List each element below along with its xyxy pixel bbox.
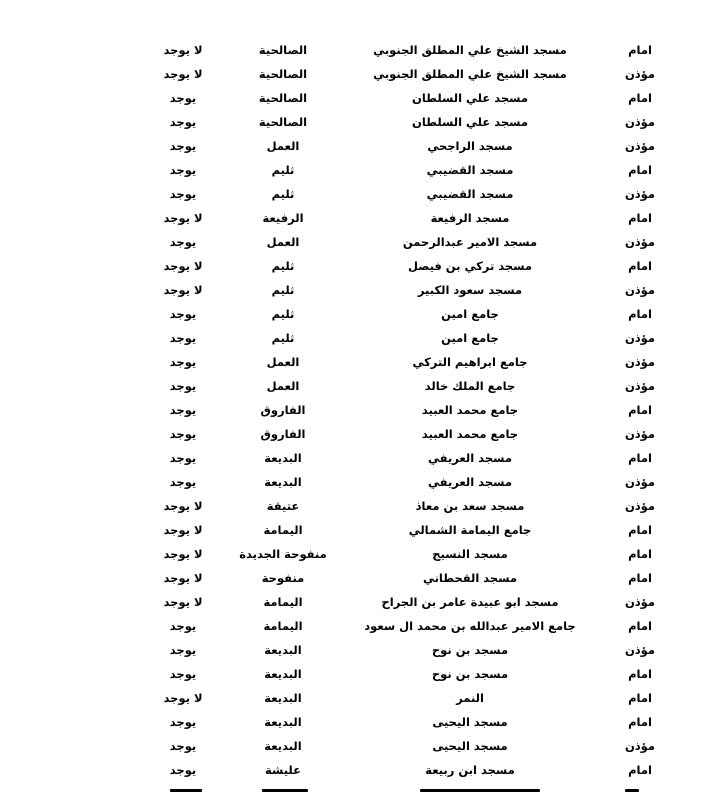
list-item bbox=[0, 686, 715, 710]
cropped-text-fragment bbox=[262, 789, 308, 792]
role-cell: مؤذن bbox=[624, 139, 656, 153]
list-item bbox=[0, 398, 715, 422]
list-item bbox=[0, 422, 715, 446]
list-item bbox=[0, 518, 715, 542]
list-item bbox=[0, 326, 715, 350]
mosque-name-cell: جامع محمد العبيد bbox=[421, 403, 519, 417]
status-cell: يوجد bbox=[169, 403, 197, 417]
mosque-name-cell: مسجد علي السلطان bbox=[412, 115, 528, 129]
role-cell: امام bbox=[628, 763, 652, 777]
role-cell: مؤذن bbox=[624, 475, 656, 489]
status-cell: لا يوجد bbox=[163, 259, 203, 273]
status-cell: يوجد bbox=[169, 451, 197, 465]
role-cell: مؤذن bbox=[624, 115, 656, 129]
list-item bbox=[0, 758, 715, 782]
role-cell: امام bbox=[628, 307, 652, 321]
status-cell: لا يوجد bbox=[163, 595, 203, 609]
district-cell: البديعة bbox=[264, 643, 302, 657]
status-cell: يوجد bbox=[169, 355, 197, 369]
mosque-name-cell: مسجد سعود الكبير bbox=[417, 283, 523, 297]
list-item bbox=[0, 206, 715, 230]
district-cell: العمل bbox=[266, 235, 300, 249]
district-cell: العمل bbox=[266, 379, 300, 393]
list-item bbox=[0, 110, 715, 134]
mosque-name-cell: مسجد النسيج bbox=[432, 547, 508, 561]
list-item bbox=[0, 542, 715, 566]
district-cell: ثليم bbox=[271, 163, 295, 177]
list-item bbox=[0, 230, 715, 254]
role-cell: امام bbox=[628, 619, 652, 633]
district-cell: ثليم bbox=[271, 307, 295, 321]
list-item bbox=[0, 590, 715, 614]
status-cell: لا يوجد bbox=[163, 547, 203, 561]
role-cell: امام bbox=[628, 43, 652, 57]
role-cell: مؤذن bbox=[624, 427, 656, 441]
mosque-name-cell: مسجد العريفي bbox=[428, 451, 512, 465]
cropped-text-fragment bbox=[625, 789, 639, 792]
list-item bbox=[0, 278, 715, 302]
mosque-name-cell: جامع محمد العبيد bbox=[421, 427, 519, 441]
list-item bbox=[0, 350, 715, 374]
cropped-text-fragment bbox=[420, 789, 540, 792]
role-cell: امام bbox=[628, 163, 652, 177]
status-cell: يوجد bbox=[169, 643, 197, 657]
role-cell: مؤذن bbox=[624, 355, 656, 369]
district-cell: البديعة bbox=[264, 739, 302, 753]
list-item bbox=[0, 470, 715, 494]
role-cell: مؤذن bbox=[624, 67, 656, 81]
status-cell: لا يوجد bbox=[163, 283, 203, 297]
cropped-partial-row bbox=[0, 783, 715, 795]
district-cell: اليمامة bbox=[263, 619, 303, 633]
mosque-name-cell: جامع الامير عبدالله بن محمد ال سعود bbox=[364, 619, 576, 633]
role-cell: مؤذن bbox=[624, 331, 656, 345]
mosque-name-cell: جامع ابراهيم التركي bbox=[412, 355, 528, 369]
status-cell: يوجد bbox=[169, 91, 197, 105]
role-cell: مؤذن bbox=[624, 283, 656, 297]
district-cell: العمل bbox=[266, 139, 300, 153]
status-cell: يوجد bbox=[169, 427, 197, 441]
status-cell: لا يوجد bbox=[163, 691, 203, 705]
district-cell: ثليم bbox=[271, 259, 295, 273]
status-cell: يوجد bbox=[169, 139, 197, 153]
role-cell: امام bbox=[628, 91, 652, 105]
mosque-name-cell: جامع الملك خالد bbox=[424, 379, 516, 393]
mosque-name-cell: مسجد سعد بن معاذ bbox=[415, 499, 525, 513]
status-cell: لا يوجد bbox=[163, 43, 203, 57]
list-item bbox=[0, 638, 715, 662]
list-item bbox=[0, 302, 715, 326]
list-item bbox=[0, 38, 715, 62]
role-cell: امام bbox=[628, 451, 652, 465]
status-cell: يوجد bbox=[169, 475, 197, 489]
district-cell: الصالحية bbox=[258, 43, 308, 57]
list-item bbox=[0, 86, 715, 110]
mosque-name-cell: مسجد القضيبي bbox=[426, 163, 514, 177]
list-item bbox=[0, 494, 715, 518]
status-cell: لا يوجد bbox=[163, 67, 203, 81]
role-cell: امام bbox=[628, 523, 652, 537]
mosque-name-cell: مسجد علي السلطان bbox=[412, 91, 528, 105]
mosque-name-cell: مسجد القحطاني bbox=[422, 571, 518, 585]
mosque-name-cell: مسجد الشيخ علي المطلق الجنوبي bbox=[373, 67, 567, 81]
mosque-name-cell: مسجد الراجحي bbox=[427, 139, 513, 153]
mosque-name-cell: جامع امين bbox=[441, 307, 499, 321]
district-cell: الرفيعة bbox=[262, 211, 304, 225]
status-cell: يوجد bbox=[169, 235, 197, 249]
status-cell: يوجد bbox=[169, 667, 197, 681]
district-cell: الصالحية bbox=[258, 67, 308, 81]
status-cell: لا يوجد bbox=[163, 211, 203, 225]
mosque-name-cell: مسجد اليحيى bbox=[432, 739, 508, 753]
role-cell: مؤذن bbox=[624, 379, 656, 393]
district-cell: الصالحية bbox=[258, 91, 308, 105]
status-cell: يوجد bbox=[169, 619, 197, 633]
list-item bbox=[0, 374, 715, 398]
district-cell: العمل bbox=[266, 355, 300, 369]
list-item bbox=[0, 566, 715, 590]
mosque-name-cell: مسجد القضيبي bbox=[426, 187, 514, 201]
status-cell: يوجد bbox=[169, 739, 197, 753]
status-cell: يوجد bbox=[169, 715, 197, 729]
mosque-name-cell: النمر bbox=[456, 691, 484, 705]
mosque-name-cell: مسجد الشيخ علي المطلق الجنوبي bbox=[373, 43, 567, 57]
role-cell: امام bbox=[628, 403, 652, 417]
list-item bbox=[0, 134, 715, 158]
district-cell: البديعة bbox=[264, 475, 302, 489]
role-cell: امام bbox=[628, 571, 652, 585]
mosque-name-cell: مسجد ابو عبيدة عامر بن الجراح bbox=[381, 595, 559, 609]
role-cell: امام bbox=[628, 667, 652, 681]
district-cell: ثليم bbox=[271, 187, 295, 201]
role-cell: مؤذن bbox=[624, 235, 656, 249]
list-item bbox=[0, 662, 715, 686]
mosque-name-cell: مسجد الامير عبدالرحمن bbox=[402, 235, 538, 249]
status-cell: يوجد bbox=[169, 115, 197, 129]
list-item bbox=[0, 254, 715, 278]
district-cell: البديعة bbox=[264, 715, 302, 729]
list-item bbox=[0, 614, 715, 638]
role-cell: امام bbox=[628, 211, 652, 225]
mosque-name-cell: جامع امين bbox=[441, 331, 499, 345]
mosque-name-cell: مسجد العريفي bbox=[428, 475, 512, 489]
status-cell: يوجد bbox=[169, 331, 197, 345]
district-cell: الفاروق bbox=[260, 403, 306, 417]
district-cell: الصالحية bbox=[258, 115, 308, 129]
role-cell: امام bbox=[628, 691, 652, 705]
status-cell: لا يوجد bbox=[163, 523, 203, 537]
district-cell: البديعة bbox=[264, 451, 302, 465]
mosque-name-cell: مسجد ابن ربيعة bbox=[425, 763, 515, 777]
status-cell: يوجد bbox=[169, 163, 197, 177]
district-cell: منفوحة bbox=[261, 571, 305, 585]
status-cell: يوجد bbox=[169, 379, 197, 393]
status-cell: يوجد bbox=[169, 187, 197, 201]
district-cell: اليمامة bbox=[263, 523, 303, 537]
role-cell: مؤذن bbox=[624, 187, 656, 201]
mosque-name-cell: مسجد الرفيعة bbox=[430, 211, 510, 225]
district-cell: البديعة bbox=[264, 667, 302, 681]
status-cell: يوجد bbox=[169, 763, 197, 777]
district-cell: عتيقة bbox=[266, 499, 300, 513]
mosque-staff-list bbox=[0, 38, 715, 782]
district-cell: ثليم bbox=[271, 331, 295, 345]
role-cell: مؤذن bbox=[624, 499, 656, 513]
district-cell: البديعة bbox=[264, 691, 302, 705]
role-cell: امام bbox=[628, 547, 652, 561]
mosque-name-cell: مسجد تركي بن فيصل bbox=[407, 259, 533, 273]
list-item bbox=[0, 734, 715, 758]
role-cell: مؤذن bbox=[624, 595, 656, 609]
district-cell: الفاروق bbox=[260, 427, 306, 441]
list-item bbox=[0, 710, 715, 734]
mosque-name-cell: مسجد بن نوح bbox=[431, 643, 509, 657]
district-cell: منفوحة الجديدة bbox=[239, 547, 327, 561]
mosque-name-cell: جامع اليمامة الشمالي bbox=[408, 523, 532, 537]
role-cell: مؤذن bbox=[624, 739, 656, 753]
status-cell: لا يوجد bbox=[163, 571, 203, 585]
mosque-name-cell: مسجد اليحيى bbox=[432, 715, 508, 729]
status-cell: لا يوجد bbox=[163, 499, 203, 513]
cropped-text-fragment bbox=[170, 789, 202, 792]
district-cell: ثليم bbox=[271, 283, 295, 297]
role-cell: امام bbox=[628, 259, 652, 273]
list-item bbox=[0, 62, 715, 86]
district-cell: عليشة bbox=[265, 763, 301, 777]
role-cell: امام bbox=[628, 715, 652, 729]
district-cell: اليمامة bbox=[263, 595, 303, 609]
list-item bbox=[0, 446, 715, 470]
list-item bbox=[0, 182, 715, 206]
list-item bbox=[0, 158, 715, 182]
status-cell: يوجد bbox=[169, 307, 197, 321]
role-cell: مؤذن bbox=[624, 643, 656, 657]
mosque-name-cell: مسجد بن نوح bbox=[431, 667, 509, 681]
